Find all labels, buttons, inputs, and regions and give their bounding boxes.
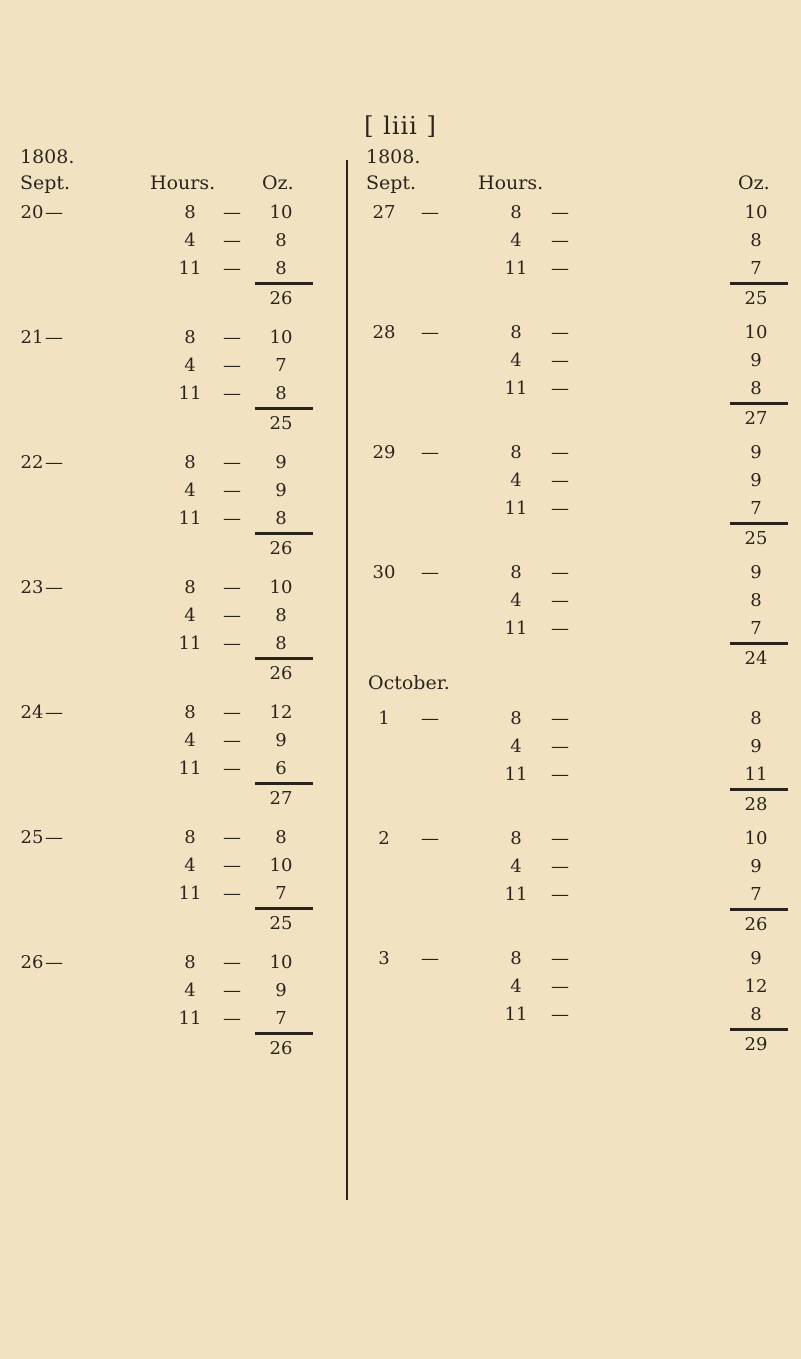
sum-rule	[730, 282, 788, 285]
oz-value: 8	[275, 633, 287, 654]
oz-value: 9	[750, 442, 762, 463]
dash-separator: —	[45, 327, 63, 348]
hour-value: 4	[510, 976, 522, 997]
oz-value: 10	[744, 322, 768, 343]
hour-value: 4	[184, 480, 196, 501]
dash-separator: —	[223, 1008, 241, 1029]
left-year: 1808.	[20, 146, 75, 168]
day-date: 20	[20, 202, 44, 223]
oz-value: 8	[750, 230, 762, 251]
oz-value: 9	[750, 562, 762, 583]
day-date: 22	[20, 452, 44, 473]
day-date: 23	[20, 577, 44, 598]
hour-value: 11	[178, 633, 202, 654]
hour-value: 8	[184, 577, 196, 598]
hour-value: 4	[184, 855, 196, 876]
day-total: 26	[269, 538, 293, 559]
dash-separator: —	[551, 202, 569, 223]
dash-separator: —	[223, 952, 241, 973]
hour-value: 8	[510, 828, 522, 849]
oz-value: 10	[269, 952, 293, 973]
dash-separator: —	[223, 508, 241, 529]
day-date: 3	[378, 948, 390, 969]
dash-separator: —	[223, 605, 241, 626]
hour-value: 11	[504, 1004, 528, 1025]
hour-value: 8	[510, 202, 522, 223]
hour-value: 8	[184, 327, 196, 348]
hour-value: 4	[510, 856, 522, 877]
dash-separator: —	[421, 442, 439, 463]
dash-separator: —	[551, 322, 569, 343]
oz-value: 9	[750, 736, 762, 757]
dash-separator: —	[45, 452, 63, 473]
section-heading: October.	[368, 672, 450, 694]
sum-rule	[730, 522, 788, 525]
dash-separator: —	[223, 633, 241, 654]
day-date: 1	[378, 708, 390, 729]
dash-separator: —	[551, 258, 569, 279]
oz-value: 8	[275, 258, 287, 279]
oz-value: 8	[750, 378, 762, 399]
oz-value: 6	[275, 758, 287, 779]
right-oz-header: Oz.	[738, 172, 770, 194]
dash-separator: —	[551, 976, 569, 997]
day-date: 21	[20, 327, 44, 348]
day-total: 24	[744, 648, 768, 669]
dash-separator: —	[421, 202, 439, 223]
dash-separator: —	[223, 383, 241, 404]
dash-separator: —	[223, 758, 241, 779]
dash-separator: —	[551, 470, 569, 491]
dash-separator: —	[551, 948, 569, 969]
oz-value: 7	[275, 1008, 287, 1029]
dash-separator: —	[45, 702, 63, 723]
oz-value: 8	[275, 230, 287, 251]
oz-value: 8	[750, 708, 762, 729]
hour-value: 8	[510, 442, 522, 463]
right-year: 1808.	[366, 146, 421, 168]
day-date: 26	[20, 952, 44, 973]
hour-value: 11	[178, 1008, 202, 1029]
day-date: 28	[372, 322, 396, 343]
oz-value: 9	[750, 350, 762, 371]
sum-rule	[730, 1028, 788, 1031]
oz-value: 10	[269, 855, 293, 876]
day-total: 26	[269, 663, 293, 684]
day-date: 24	[20, 702, 44, 723]
hour-value: 8	[184, 827, 196, 848]
day-total: 26	[269, 1038, 293, 1059]
right-month-header: Sept.	[366, 172, 417, 194]
dash-separator: —	[551, 442, 569, 463]
day-total: 29	[744, 1034, 768, 1055]
hour-value: 4	[184, 355, 196, 376]
dash-separator: —	[45, 577, 63, 598]
hour-value: 8	[184, 452, 196, 473]
dash-separator: —	[223, 730, 241, 751]
dash-separator: —	[551, 350, 569, 371]
oz-value: 10	[269, 577, 293, 598]
dash-separator: —	[421, 322, 439, 343]
hour-value: 4	[510, 470, 522, 491]
dash-separator: —	[223, 577, 241, 598]
oz-value: 10	[744, 828, 768, 849]
oz-value: 7	[750, 618, 762, 639]
oz-value: 7	[750, 498, 762, 519]
oz-value: 7	[750, 884, 762, 905]
sum-rule	[730, 642, 788, 645]
oz-value: 10	[269, 327, 293, 348]
dash-separator: —	[45, 827, 63, 848]
oz-value: 10	[744, 202, 768, 223]
oz-value: 8	[275, 605, 287, 626]
day-date: 30	[372, 562, 396, 583]
dash-separator: —	[551, 884, 569, 905]
dash-separator: —	[551, 1004, 569, 1025]
oz-value: 9	[275, 452, 287, 473]
hour-value: 8	[184, 952, 196, 973]
hour-value: 8	[184, 202, 196, 223]
oz-value: 11	[744, 764, 768, 785]
dash-separator: —	[45, 202, 63, 223]
hour-value: 11	[178, 758, 202, 779]
oz-value: 8	[750, 590, 762, 611]
hour-value: 11	[178, 383, 202, 404]
dash-separator: —	[421, 562, 439, 583]
hour-value: 11	[504, 884, 528, 905]
dash-separator: —	[223, 980, 241, 1001]
dash-separator: —	[551, 562, 569, 583]
page-number: [ liii ]	[364, 112, 437, 140]
dash-separator: —	[551, 736, 569, 757]
hour-value: 4	[510, 230, 522, 251]
oz-value: 8	[275, 383, 287, 404]
hour-value: 8	[184, 702, 196, 723]
hour-value: 11	[178, 258, 202, 279]
hour-value: 4	[184, 230, 196, 251]
oz-value: 9	[275, 730, 287, 751]
dash-separator: —	[551, 764, 569, 785]
hour-value: 11	[178, 883, 202, 904]
day-total: 25	[744, 288, 768, 309]
dash-separator: —	[551, 590, 569, 611]
dash-separator: —	[551, 856, 569, 877]
day-total: 28	[744, 794, 768, 815]
dash-separator: —	[421, 828, 439, 849]
oz-value: 7	[750, 258, 762, 279]
day-total: 27	[269, 788, 293, 809]
oz-value: 7	[275, 355, 287, 376]
oz-value: 9	[275, 480, 287, 501]
day-date: 27	[372, 202, 396, 223]
dash-separator: —	[223, 855, 241, 876]
hour-value: 4	[184, 980, 196, 1001]
dash-separator: —	[223, 355, 241, 376]
day-total: 25	[269, 413, 293, 434]
dash-separator: —	[551, 378, 569, 399]
hour-value: 11	[504, 498, 528, 519]
dash-separator: —	[223, 258, 241, 279]
oz-value: 9	[275, 980, 287, 1001]
hour-value: 8	[510, 562, 522, 583]
hour-value: 4	[184, 730, 196, 751]
day-total: 25	[269, 913, 293, 934]
dash-separator: —	[45, 952, 63, 973]
day-total: 26	[744, 914, 768, 935]
dash-separator: —	[223, 230, 241, 251]
hour-value: 8	[510, 948, 522, 969]
hour-value: 4	[510, 350, 522, 371]
oz-value: 9	[750, 470, 762, 491]
hour-value: 4	[510, 736, 522, 757]
day-total: 25	[744, 528, 768, 549]
sum-rule	[730, 908, 788, 911]
dash-separator: —	[223, 702, 241, 723]
day-date: 2	[378, 828, 390, 849]
oz-value: 8	[275, 508, 287, 529]
oz-value: 12	[269, 702, 293, 723]
day-date: 29	[372, 442, 396, 463]
oz-value: 10	[269, 202, 293, 223]
oz-value: 9	[750, 948, 762, 969]
left-hours-header: Hours.	[150, 172, 216, 194]
day-total: 26	[269, 288, 293, 309]
oz-value: 8	[750, 1004, 762, 1025]
oz-value: 12	[744, 976, 768, 997]
dash-separator: —	[551, 618, 569, 639]
hour-value: 11	[178, 508, 202, 529]
hour-value: 4	[184, 605, 196, 626]
day-total: 27	[744, 408, 768, 429]
dash-separator: —	[551, 828, 569, 849]
dash-separator: —	[223, 202, 241, 223]
hour-value: 8	[510, 322, 522, 343]
hour-value: 4	[510, 590, 522, 611]
sum-rule	[730, 402, 788, 405]
oz-value: 9	[750, 856, 762, 877]
hour-value: 11	[504, 764, 528, 785]
day-date: 25	[20, 827, 44, 848]
dash-separator: —	[223, 327, 241, 348]
dash-separator: —	[223, 883, 241, 904]
left-oz-header: Oz.	[262, 172, 294, 194]
hour-value: 11	[504, 258, 528, 279]
dash-separator: —	[551, 498, 569, 519]
dash-separator: —	[421, 948, 439, 969]
dash-separator: —	[421, 708, 439, 729]
hour-value: 11	[504, 378, 528, 399]
right-hours-header: Hours.	[478, 172, 544, 194]
hour-value: 11	[504, 618, 528, 639]
dash-separator: —	[223, 452, 241, 473]
dash-separator: —	[223, 827, 241, 848]
dash-separator: —	[223, 480, 241, 501]
dash-separator: —	[551, 708, 569, 729]
oz-value: 8	[275, 827, 287, 848]
oz-value: 7	[275, 883, 287, 904]
dash-separator: —	[551, 230, 569, 251]
sum-rule	[730, 788, 788, 791]
hour-value: 8	[510, 708, 522, 729]
left-month-header: Sept.	[20, 172, 71, 194]
